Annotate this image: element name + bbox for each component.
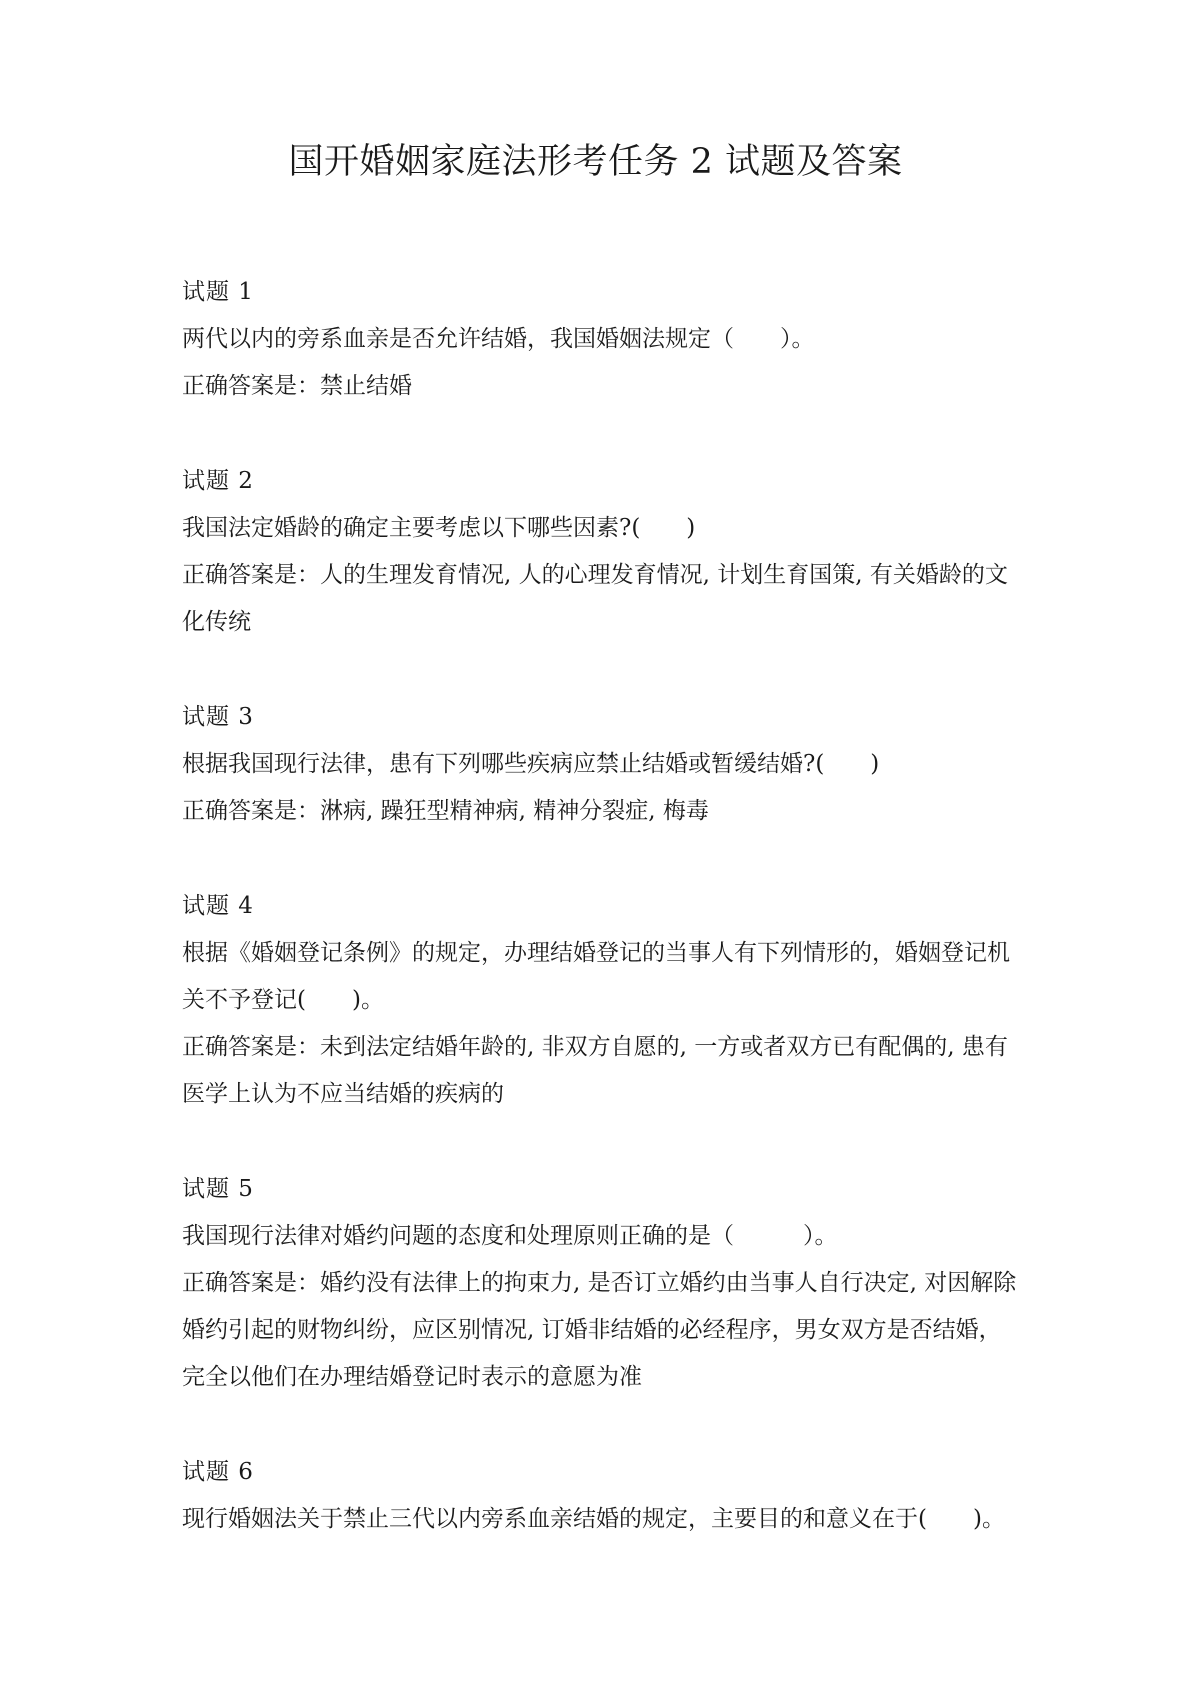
question-answer: 正确答案是：未到法定结婚年龄的, 非双方自愿的, 一方或者双方已有配偶的, 患有医学上认为不应当结婚的疾病的	[182, 1034, 1008, 1107]
question-text: 现行婚姻法关于禁止三代以内旁系血亲结婚的规定，主要目的和意义在于( )。	[182, 1506, 1005, 1532]
question-answer: 正确答案是：禁止结婚	[182, 373, 412, 399]
question-item	[182, 1166, 1022, 1401]
question-item	[182, 694, 1022, 835]
question-number: 试题 4	[182, 893, 254, 919]
question-item	[182, 1449, 1022, 1543]
question-text: 我国法定婚龄的确定主要考虑以下哪些因素?( )	[182, 515, 696, 541]
question-number: 试题 3	[182, 704, 254, 730]
question-number: 试题 2	[182, 468, 254, 494]
question-text: 根据我国现行法律，患有下列哪些疾病应禁止结婚或暂缓结婚?( )	[182, 751, 880, 777]
question-number: 试题 6	[182, 1459, 254, 1485]
question-list	[182, 269, 1022, 1591]
question-text: 两代以内的旁系血亲是否允许结婚，我国婚姻法规定（ ）。	[182, 326, 815, 352]
question-answer: 正确答案是：婚约没有法律上的拘束力, 是否订立婚约由当事人自行决定, 对因解除婚约引起的财物纠纷，应区别情况, 订婚非结婚的必经程序，男女双方是否结婚，完全以他们在办理结婚登记时表示的意愿为准	[182, 1270, 1017, 1390]
question-number: 试题 1	[182, 279, 254, 305]
question-item	[182, 883, 1022, 1118]
question-text: 我国现行法律对婚约问题的态度和处理原则正确的是（ ）。	[182, 1223, 838, 1249]
question-text: 根据《婚姻登记条例》的规定，办理结婚登记的当事人有下列情形的，婚姻登记机关不予登记( )。	[182, 940, 1010, 1013]
question-answer: 正确答案是：淋病, 躁狂型精神病, 精神分裂症, 梅毒	[182, 798, 709, 824]
question-answer: 正确答案是：人的生理发育情况, 人的心理发育情况, 计划生育国策, 有关婚龄的文化传统	[182, 562, 1008, 635]
document-title: 国开婚姻家庭法形考任务 2 试题及答案	[288, 142, 903, 182]
question-number: 试题 5	[182, 1176, 254, 1202]
question-item	[182, 458, 1022, 646]
question-item	[182, 269, 1022, 410]
